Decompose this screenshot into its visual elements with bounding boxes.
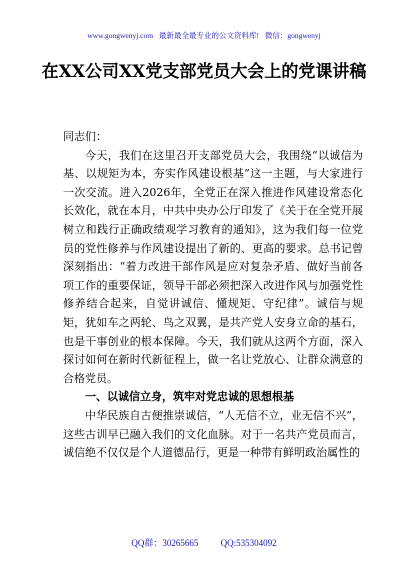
header-wechat: 微信：gongwenyj	[264, 31, 321, 40]
footer-qq-group: QQ群：30265665	[131, 538, 199, 548]
section-1-text: 中华民族自古便推崇诚信，“人无信不立，业无信不兴”，这些古训早已融入我们的文化血脉。对于一名共产党员而言，诚信绝不仅仅是个人道德品行，更是一种带有鲜明政治属性的	[63, 408, 363, 460]
document-title: 在XX公司XX党支部党员大会上的党课讲稿	[41, 62, 367, 82]
page-header	[0, 30, 408, 41]
section-heading-1: 一、以诚信立身，筑牢对党忠诚的思想根基	[85, 390, 294, 404]
header-site-link[interactable]: www.gongwenyj.com	[87, 31, 154, 40]
page-footer	[0, 536, 408, 549]
greeting: 同志们：	[63, 130, 107, 143]
document-body	[63, 128, 363, 463]
paragraph-intro: 今天，我们在这里召开支部党员大会，我围绕“以诚信为基、以规矩为本，夯实作风建设根基”这一主题，与大家进行一次交流。进入2026年，全党正在深入推进作风建设常态化长效化，就在本月，中共中央办公厅印发了《关于在全党开展树立和践行正确政绩观学习教育的通知》，这为我们每一位党员的党性修养与作风建设提出了新的、更高的要求。总书记曾深刻指出：“着力改进干部作风是应对复杂矛盾、做好当前各项工作的重要保证，领导干部必须把深入改进作风与加强党性修养结合起来，自觉讲诚信、懂规矩、守纪律”。诚信与规矩，犹如车之两轮、鸟之双翼，是共产党人安身立命的基石，也是干事创业的根本保障。今天，我们就从这两个方面，深入探讨如何在新时代新征程上，做一名让党放心、让群众满意的合格党员。	[63, 148, 363, 385]
footer-qq: QQ:535304092	[220, 538, 277, 548]
header-slogan: 最新最全最专业的公文资料库!	[158, 31, 259, 40]
